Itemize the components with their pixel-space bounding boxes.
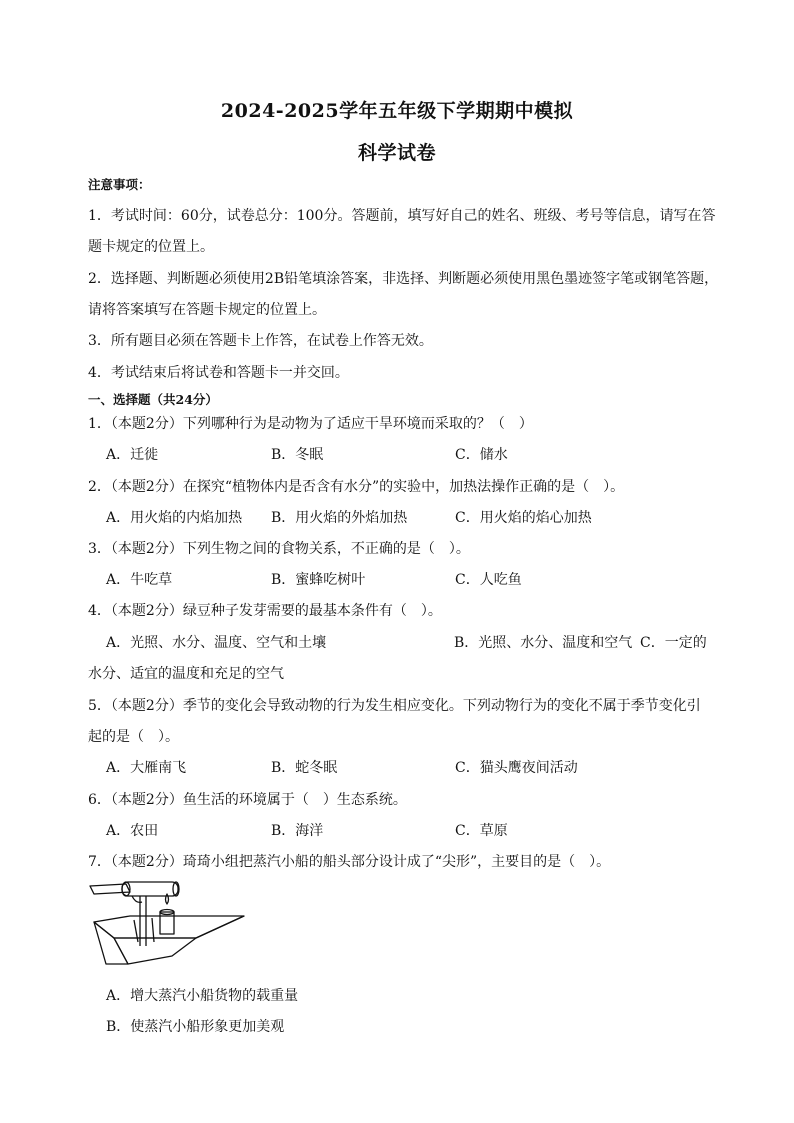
question-3-option-a[interactable]: A．牛吃草 — [106, 572, 173, 588]
question-6-option-c[interactable]: C．草原 — [455, 823, 508, 839]
question-6-option-a[interactable]: A．农田 — [106, 823, 159, 839]
section-heading: 一、选择题（共24分） — [88, 392, 218, 407]
notice-item-4: 4．考试结束后将试卷和答题卡一并交回。 — [88, 365, 349, 381]
exam-subtitle: 科学试卷 — [357, 142, 436, 164]
question-3-option-c[interactable]: C．人吃鱼 — [455, 572, 522, 588]
question-3-stem: 3．（本题2分）下列生物之间的食物关系，不正确的是（ ）。 — [88, 541, 470, 557]
notice-item-2b: 请将答案填写在答题卡规定的位置上。 — [88, 302, 326, 318]
question-6-stem: 6．（本题2分）鱼生活的环境属于（ ）生态系统。 — [88, 792, 407, 808]
question-1-option-b[interactable]: B．冬眠 — [271, 447, 324, 463]
question-5-stem: 5．（本题2分）季节的变化会导致动物的行为发生相应变化。下列动物行为的变化不属于季节变化引 — [88, 698, 701, 714]
question-2-stem: 2．（本题2分）在探究“植物体内是否含有水分”的实验中，加热法操作正确的是（ ）。 — [88, 479, 625, 495]
question-5-option-a[interactable]: A．大雁南飞 — [106, 760, 187, 776]
question-5-option-c[interactable]: C．猫头鹰夜间活动 — [455, 760, 578, 776]
question-2-option-c[interactable]: C．用火焰的焰心加热 — [455, 510, 592, 526]
question-5-option-b[interactable]: B．蛇冬眠 — [271, 760, 338, 776]
question-3-option-b[interactable]: B．蜜蜂吃树叶 — [271, 572, 366, 588]
question-4-option-c-continuation: 水分、适宜的温度和充足的空气 — [88, 666, 284, 682]
notice-item-3: 3．所有题目必须在答题卡上作答，在试卷上作答无效。 — [88, 333, 433, 349]
question-4-stem: 4．（本题2分）绿豆种子发芽需要的最基本条件有（ ）。 — [88, 603, 442, 619]
notice-item-1b: 题卡规定的位置上。 — [88, 239, 214, 255]
exam-title: 2024-2025学年五年级下学期期中模拟 — [220, 100, 574, 122]
question-7-option-a[interactable]: A．增大蒸汽小船货物的载重量 — [106, 988, 299, 1004]
question-1-stem: 1．（本题2分）下列哪种行为是动物为了适应干旱环境而采取的？（ ） — [88, 416, 533, 432]
question-4-option-a[interactable]: A．光照、水分、温度、空气和土壤 — [106, 635, 327, 651]
question-1-option-a[interactable]: A．迁徙 — [106, 447, 159, 463]
notice-heading: 注意事项： — [88, 177, 151, 192]
question-6-option-b[interactable]: B．海洋 — [271, 823, 324, 839]
notice-item-1a: 1．考试时间：60分，试卷总分：100分。答题前，填写好自己的姓名、班级、考号等信息，请写在答 — [88, 208, 716, 224]
question-5-stem-continuation: 起的是（ ）。 — [88, 729, 179, 745]
steam-boat-illustration — [86, 880, 256, 980]
question-7-option-b[interactable]: B．使蒸汽小船形象更加美观 — [106, 1019, 285, 1035]
question-2-option-a[interactable]: A．用火焰的内焰加热 — [106, 510, 243, 526]
question-4-option-c[interactable]: C．一定的 — [640, 635, 707, 651]
question-4-option-b[interactable]: B．光照、水分、温度和空气 — [454, 635, 633, 651]
question-2-option-b[interactable]: B．用火焰的外焰加热 — [271, 510, 408, 526]
question-7-stem: 7．（本题2分）琦琦小组把蒸汽小船的船头部分设计成了“尖形”，主要目的是（ ）。 — [88, 854, 611, 870]
notice-item-2a: 2．选择题、判断题必须使用2B铅笔填涂答案，非选择、判断题必须使用黑色墨迹签字笔或钢笔答题， — [88, 271, 719, 287]
question-1-option-c[interactable]: C．储水 — [455, 447, 508, 463]
